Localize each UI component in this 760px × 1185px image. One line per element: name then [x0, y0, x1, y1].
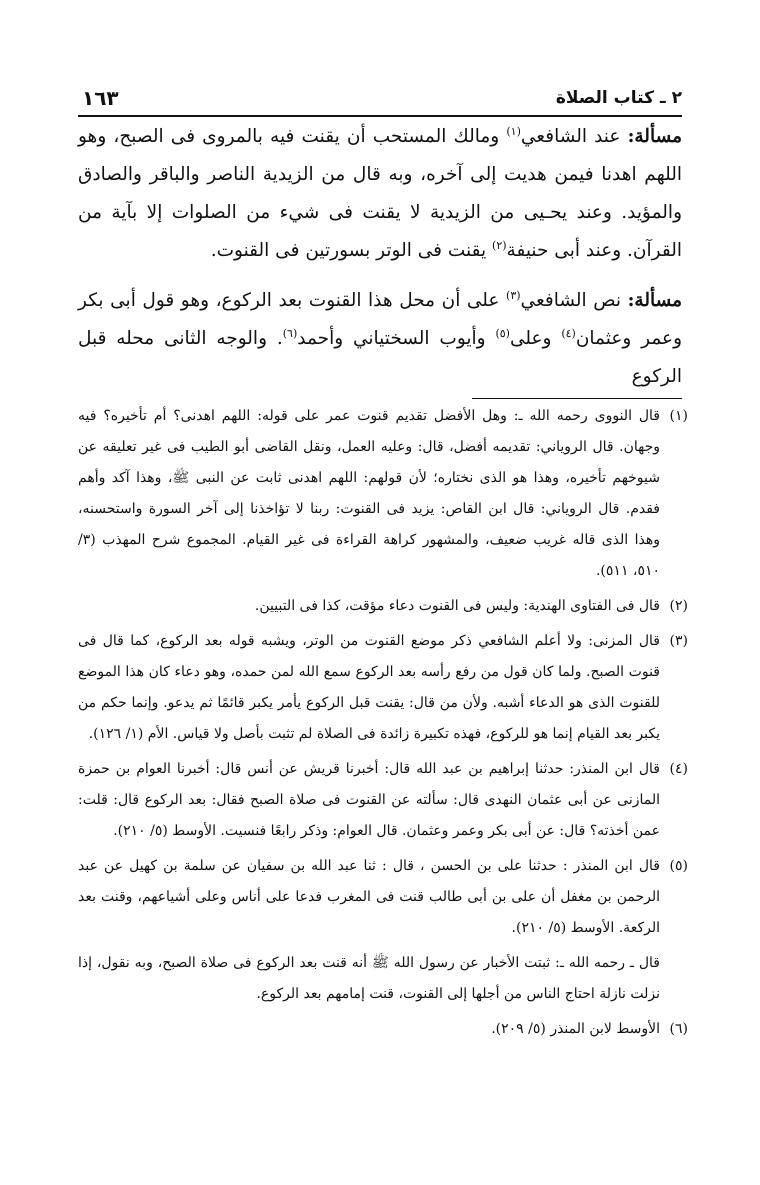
footnote-number: (٤) — [669, 761, 688, 777]
footnote-number: (١) — [669, 408, 688, 424]
footnote-text: الأوسط لابن المنذر (٥/ ٢٠٩). — [491, 1021, 660, 1037]
paragraph-text: ومالك المستحب أن يقنت فيه بالمروى فى الصبح، وهو اللهم اهدنا فيمن هديت إلى آخره، وبه قال من الزيدية الناصر والباقر والصادق والمؤيد. وعند يحـيى من الزيدية لا يقنت فى شيء من الصلوات إلا بآية من القرآن. وعند أبى حنيفة — [78, 126, 682, 261]
page-number: ١٦٣ — [82, 86, 119, 110]
footnote-2 — [78, 591, 688, 622]
footnote-separator — [472, 398, 682, 399]
footnote-text: قال ابن المنذر : حدثنا على بن الحسن ، قال : ثنا عبد الله بن سفيان عن سلمة بن كهيل عن عبد الرحمن بن مغفل أن على بن أبى طالب قنت فى المغرب فدعا على أناس وعلى أشياعهم، وقنت بعد الركعة. الأوسط (٥/ ٢١٠). — [78, 858, 660, 936]
footnote-text: قال المزنى: ولا أعلم الشافعي ذكر موضع القنوت من الوتر، ويشبه قوله بعد الركوع، كما قال فى قنوت الصبح. ولما كان قول من رفع رأسه بعد الركوع سمع الله لمن حمده، وهو دعاء كان هذا الموضع للقنوت الذى هو الدعاء أشبه. ولأن من قال: يقنت قبل الركوع يأمر يكبر قائمًا ثم يدعو. وإنما حكم من يكبر بعد القيام إنما هو للركوع، فهذه تكبيرة زائدة فى الصلاة لم تثبت بأصل ولا قياس. الأم (١/ ١٢٦). — [78, 633, 660, 742]
footnote-5 — [78, 851, 688, 1010]
footnote-ref: (٢) — [492, 238, 507, 252]
footnote-number: (٦) — [669, 1021, 688, 1037]
footnote-number: (٣) — [669, 633, 688, 649]
footnote-number: (٢) — [669, 598, 688, 614]
footnote-ref: (٦) — [282, 326, 298, 340]
footnote-4 — [78, 754, 688, 847]
footnote-ref: (٥) — [495, 326, 510, 340]
header-rule — [78, 115, 682, 117]
main-text — [78, 118, 682, 396]
footnote-1 — [78, 401, 688, 587]
footnote-ref: (١) — [506, 124, 521, 138]
footnote-ref: (٣) — [506, 288, 521, 302]
issue-term: مسألة: — [627, 290, 683, 311]
paragraph-text: على أن محل هذا القنوت بعد الركوع، وهو قول أبى بكر وعمر وعثمان — [78, 290, 683, 349]
paragraph-text: نص الشافعي — [520, 290, 628, 311]
footnote-text: قال فى الفتاوى الهندية: وليس فى القنوت دعاء مؤقت، كذا فى التبيين. — [254, 598, 660, 614]
chapter-title: ٢ ـ كتاب الصلاة — [555, 88, 682, 108]
footnote-continuation: قال ـ رحمه الله ـ: ثبتت الأخبار عن رسول الله ﷺ أنه قنت بعد الركوع فى صلاة الصبح، وبه نقول، إذا نزلت نازلة احتاج الناس من أجلها إلى القنوت، قنت إمامهم بعد الركوع. — [78, 955, 660, 1002]
running-header — [78, 86, 682, 114]
paragraph-text: وأيوب السختياني وأحمد — [297, 328, 496, 349]
paragraph-text: يقنت فى الوتر بسورتين فى القنوت. — [210, 240, 493, 261]
footnote-6 — [78, 1014, 688, 1045]
paragraph-text: . والوجه الثانى محله قبل الركوع — [78, 328, 682, 387]
footnote-text: قال النووى رحمه الله ـ: وهل الأفضل تقديم قنوت عمر على قوله: اللهم اهدنى؟ أم تأخيره؟ فيه وجهان. قال الروياني: تقديمه أفضل، قال: وعليه العمل، ونقل القاضى أبو الطيب فى غير تعليقه عن شيوخهم تأخيره، وهذا هو الذى نختاره؛ لأن قولهم: اللهم اهدنى ثابت عن النبى ﷺ، وهذا آكد وأهم فقدم. قال الروياني: قال ابن القاص: يزيد فى القنوت: ربنا لا تؤاخذنا إلى آخر السورة واستحسنه، وهذا الذى قاله غريب ضعيف، والمشهور كراهة القراءة فى غير القيام. المجموع شرح المهذب (٣/ ٥١٠، ٥١١). — [78, 408, 660, 579]
paragraph-text: وعلى — [509, 328, 562, 349]
footnote-number: (٥) — [669, 858, 688, 874]
issue-term: مسألة: — [627, 126, 682, 147]
footnote-ref: (٤) — [561, 326, 576, 340]
footnote-3 — [78, 626, 688, 750]
footnote-text: قال ابن المنذر: حدثنا إبراهيم بن عبد الله قال: أخبرنا قريش عن أنس قال: أخبرنا العوام بن حمزة المازنى عن أبى عثمان النهدى قال: سألته عن القنوت فى صلاة الصبح فقال: بعد الركوع قال: قلت: عمن أخذته؟ قال: عن أبى بكر وعمر وعثمان. قال العوام: وذكر رابعًا فنسيت. الأوسط (٥/ ٢١٠). — [78, 761, 660, 839]
footnotes — [78, 401, 688, 1045]
paragraph-2 — [78, 282, 682, 396]
paragraph-text: عند الشافعي — [520, 126, 628, 147]
paragraph-1 — [78, 118, 682, 270]
